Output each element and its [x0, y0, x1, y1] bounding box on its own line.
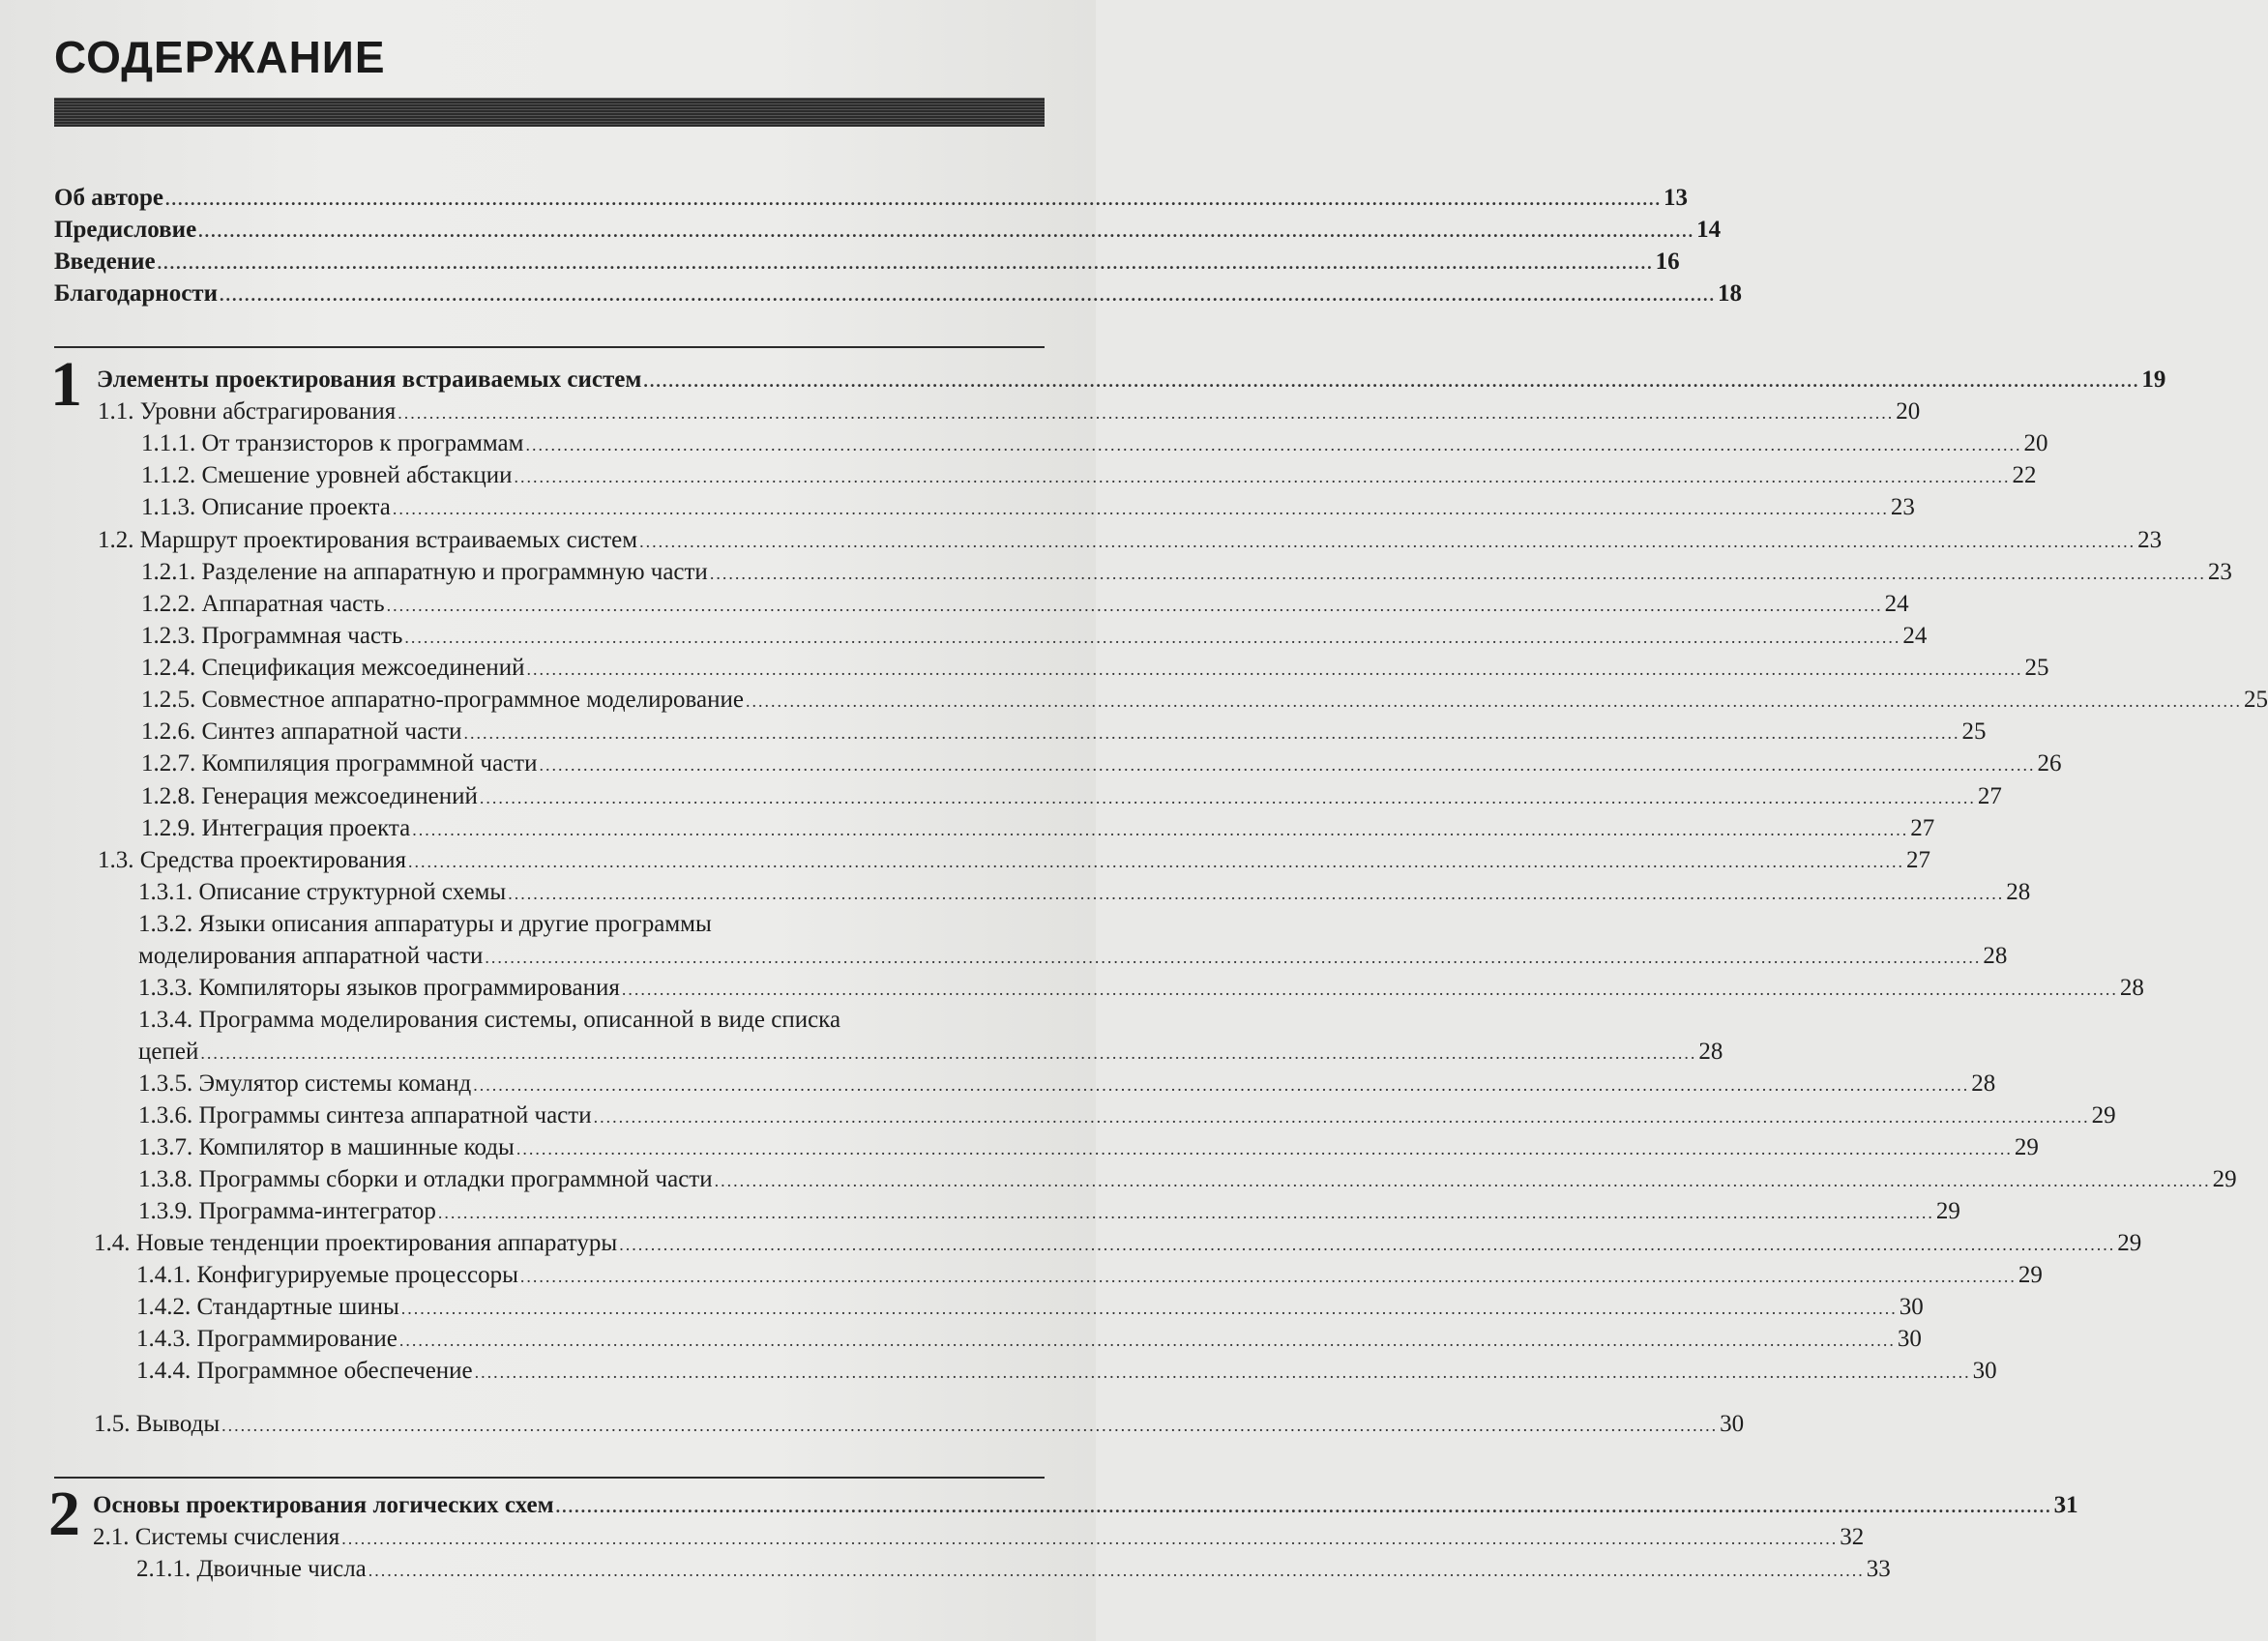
leader-dots: ..............................................................................................................................................................................................................................................: [392, 499, 1889, 518]
toc-entry-label-continued: цепей: [138, 1039, 199, 1065]
toc-entry-label: 1.3.9. Программа-интегратор: [138, 1198, 436, 1224]
toc-entry-label: Введение: [54, 249, 156, 275]
toc-entry-subsection-line1[interactable]: [138, 910, 1045, 939]
toc-entry-page: 30: [1720, 1411, 1745, 1437]
toc-entry-subsection-line2[interactable]: [138, 1038, 1723, 1068]
toc-entry-section[interactable]: [94, 1410, 1745, 1440]
leader-dots: ..............................................................................................................................................................................................................................................: [525, 435, 2022, 454]
toc-entry-label: 1.4.3. Программирование: [136, 1326, 398, 1352]
toc-entry-page: 27: [1910, 815, 1935, 841]
toc-entry-page: 25: [2243, 687, 2268, 713]
leader-dots: ..............................................................................................................................................................................................................................................: [157, 253, 1654, 273]
toc-entry-subsection[interactable]: [141, 814, 1935, 844]
leader-dots: ..............................................................................................................................................................................................................................................: [619, 1235, 2116, 1254]
toc-entry-subsection[interactable]: [138, 878, 2031, 908]
leader-dots: ..............................................................................................................................................................................................................................................: [407, 852, 1904, 871]
toc-entry-label: 1.1.2. Смешение уровней абстакции: [141, 462, 513, 488]
chapter-title-entry[interactable]: [97, 366, 2166, 396]
toc-entry-subsection[interactable]: [138, 974, 2144, 1004]
chapter-divider: [54, 1477, 1045, 1479]
toc-entry-subsection-line2[interactable]: [138, 942, 2008, 972]
leader-dots: ..............................................................................................................................................................................................................................................: [555, 1497, 2052, 1516]
toc-entry-label: 1.1.1. От транзисторов к программам: [141, 430, 524, 456]
leader-dots: ..............................................................................................................................................................................................................................................: [519, 1267, 2017, 1286]
toc-entry-label: 1.4.4. Программное обеспечение: [136, 1358, 473, 1384]
toc-entry-subsection[interactable]: [141, 782, 2002, 812]
leader-dots: ..............................................................................................................................................................................................................................................: [368, 1561, 1865, 1580]
leader-dots: ..............................................................................................................................................................................................................................................: [593, 1107, 2090, 1127]
leader-dots: ..............................................................................................................................................................................................................................................: [479, 788, 1976, 807]
toc-entry-page: 29: [2018, 1262, 2043, 1288]
leader-dots: ..............................................................................................................................................................................................................................................: [398, 1331, 1896, 1350]
toc-entry-page: 23: [2207, 559, 2232, 585]
toc-entry-page: 25: [1961, 718, 1987, 745]
toc-entry-label: Предисловие: [54, 217, 197, 243]
toc-entry-page: 16: [1655, 249, 1680, 275]
toc-entry-page: 27: [1977, 783, 2002, 809]
toc-entry-front[interactable]: [54, 279, 1742, 309]
toc-entry-page: 18: [1717, 280, 1742, 307]
leader-dots: ..............................................................................................................................................................................................................................................: [398, 403, 1895, 423]
toc-entry-label: 1.3.8. Программы сборки и отладки программной части: [138, 1166, 713, 1192]
toc-entry-label: 1.3.5. Эмулятор системы команд: [138, 1070, 472, 1097]
toc-entry-front[interactable]: [54, 216, 1722, 246]
toc-entry-page: 30: [1897, 1326, 1922, 1352]
toc-entry-page: 28: [1698, 1039, 1723, 1065]
leader-dots: ..............................................................................................................................................................................................................................................: [621, 980, 2118, 999]
toc-entry-page: 22: [2012, 462, 2037, 488]
leader-dots: ..............................................................................................................................................................................................................................................: [714, 1171, 2211, 1190]
toc-entry-subsection[interactable]: [138, 1165, 2237, 1195]
toc-entry-label: 1.2.9. Интеграция проекта: [141, 815, 411, 841]
toc-entry-label: 1.3. Средства проектирования: [98, 847, 406, 873]
toc-entry-page: 28: [2006, 879, 2031, 905]
toc-entry-subsection[interactable]: [141, 654, 2049, 684]
toc-entry-subsection[interactable]: [138, 1070, 1996, 1099]
toc-entry-page: 23: [2137, 527, 2163, 553]
toc-entry-subsection[interactable]: [141, 718, 1987, 747]
toc-entry-page: 28: [1983, 943, 2008, 969]
toc-entry-label: 1.2.1. Разделение на аппаратную и программную части: [141, 559, 708, 585]
toc-entry-page: 23: [1890, 494, 1915, 520]
toc-entry-page: 24: [1884, 591, 1909, 617]
leader-dots: ..............................................................................................................................................................................................................................................: [437, 1203, 1934, 1222]
leader-dots: ..............................................................................................................................................................................................................................................: [412, 820, 1909, 839]
leader-dots: ..............................................................................................................................................................................................................................................: [463, 723, 1960, 743]
chapter-title: Элементы проектирования встраиваемых систем: [97, 366, 642, 393]
toc-entry-subsection[interactable]: [141, 749, 2062, 779]
toc-entry-page: 20: [1896, 398, 1921, 425]
toc-entry-label: 1.4.1. Конфигурируемые процессоры: [136, 1262, 518, 1288]
toc-entry-front[interactable]: [54, 248, 1680, 278]
toc-entry-subsection[interactable]: [141, 558, 2232, 588]
toc-entry-label: 1.2.5. Совместное аппаратно-программное моделирование: [141, 687, 744, 713]
toc-entry-page: 25: [2024, 655, 2049, 681]
toc-entry-page: 29: [2091, 1102, 2116, 1128]
toc-entry-label: 2.1. Системы счисления: [93, 1524, 340, 1550]
toc-entry-page: 29: [2117, 1230, 2142, 1256]
chapter-number: 1: [50, 349, 82, 420]
toc-entry-label: 1.3.4. Программа моделирования системы, описанной в виде списка: [138, 1007, 841, 1033]
leader-dots: ..............................................................................................................................................................................................................................................: [639, 532, 2136, 551]
leader-dots: ..............................................................................................................................................................................................................................................: [200, 1043, 1697, 1063]
toc-entry-section[interactable]: [98, 846, 1930, 876]
toc-entry-label: Благодарности: [54, 280, 218, 307]
toc-entry-label: 1.2. Маршрут проектирования встраиваемых систем: [98, 527, 638, 553]
leader-dots: ..............................................................................................................................................................................................................................................: [165, 190, 1663, 209]
leader-dots: ..............................................................................................................................................................................................................................................: [400, 1299, 1898, 1318]
toc-entry-page: 31: [2053, 1492, 2078, 1518]
toc-entry-subsection[interactable]: [141, 622, 1928, 652]
toc-entry-label: 1.2.3. Программная часть: [141, 623, 403, 649]
toc-entry-page: 30: [1899, 1294, 1924, 1320]
toc-entry-page: 13: [1664, 185, 1689, 211]
title-underline-bar: [54, 98, 1045, 127]
toc-entry-label: 1.4.2. Стандартные шины: [136, 1294, 399, 1320]
chapter-title: Основы проектирования логических схем: [93, 1492, 554, 1518]
toc-entry-subsection[interactable]: [141, 429, 2048, 459]
toc-entry-subsection[interactable]: [136, 1325, 1922, 1355]
leader-dots: ..............................................................................................................................................................................................................................................: [474, 1363, 1971, 1382]
toc-entry-label: 1.1.3. Описание проекта: [141, 494, 391, 520]
chapter-number: 2: [48, 1479, 80, 1549]
leader-dots: ..............................................................................................................................................................................................................................................: [386, 596, 1883, 615]
toc-entry-subsection-line1[interactable]: [138, 1006, 1045, 1035]
toc-entry-subsection[interactable]: [141, 590, 1909, 620]
toc-entry-page: 30: [1972, 1358, 1997, 1384]
toc-entry-section[interactable]: [98, 397, 1921, 427]
chapter-title-entry[interactable]: [93, 1491, 2078, 1521]
leader-dots: ..............................................................................................................................................................................................................................................: [745, 691, 2242, 711]
toc-entry-subsection[interactable]: [138, 1197, 1960, 1227]
toc-entry-page: 19: [2141, 366, 2166, 393]
toc-entry-front[interactable]: [54, 184, 1689, 214]
toc-entry-subsection[interactable]: [136, 1293, 1924, 1323]
chapter-divider: [54, 346, 1045, 348]
leader-dots: ..............................................................................................................................................................................................................................................: [221, 1416, 1719, 1435]
leader-dots: ..............................................................................................................................................................................................................................................: [473, 1075, 1970, 1095]
toc-entry-page: 29: [2212, 1166, 2237, 1192]
leader-dots: ..............................................................................................................................................................................................................................................: [539, 755, 2036, 775]
toc-entry-label: 1.2.8. Генерация межсоединений: [141, 783, 478, 809]
toc-entry-label: 1.3.3. Компиляторы языков программирования: [138, 975, 620, 1001]
leader-dots: ..............................................................................................................................................................................................................................................: [198, 221, 1695, 241]
leader-dots: ..............................................................................................................................................................................................................................................: [526, 659, 2023, 679]
toc-entry-page: 24: [1902, 623, 1928, 649]
toc-entry-subsection[interactable]: [138, 1101, 2116, 1131]
toc-entry-page: 33: [1866, 1556, 1891, 1582]
toc-entry-label: 1.5. Выводы: [94, 1411, 221, 1437]
leader-dots: ..............................................................................................................................................................................................................................................: [643, 371, 2140, 391]
toc-entry-page: 32: [1840, 1524, 1865, 1550]
toc-entry-section[interactable]: [93, 1523, 1865, 1553]
toc-entry-page: 14: [1696, 217, 1722, 243]
leader-dots: ..............................................................................................................................................................................................................................................: [341, 1529, 1839, 1548]
toc-entry-section[interactable]: [94, 1229, 2142, 1259]
toc-entry-label: 1.4. Новые тенденции проектирования аппаратуры: [94, 1230, 618, 1256]
leader-dots: ..............................................................................................................................................................................................................................................: [219, 285, 1716, 305]
toc-entry-subsection[interactable]: [136, 1261, 2043, 1291]
leader-dots: ..............................................................................................................................................................................................................................................: [514, 467, 2011, 486]
toc-entry-label: 1.2.7. Компиляция программной части: [141, 750, 538, 777]
toc-entry-page: 28: [2119, 975, 2144, 1001]
toc-entry-page: 28: [1971, 1070, 1996, 1097]
leader-dots: ..............................................................................................................................................................................................................................................: [515, 1139, 2013, 1158]
leader-dots: ..............................................................................................................................................................................................................................................: [508, 884, 2005, 903]
leader-dots: ..............................................................................................................................................................................................................................................: [404, 628, 1901, 647]
toc-entry-label: 1.2.2. Аппаратная часть: [141, 591, 385, 617]
toc-entry-page: 20: [2023, 430, 2048, 456]
toc-entry-page: 29: [2014, 1134, 2039, 1160]
toc-entry-label: 2.1.1. Двоичные числа: [136, 1556, 367, 1582]
toc-entry-label: 1.3.1. Описание структурной схемы: [138, 879, 507, 905]
toc-entry-subsection[interactable]: [138, 1133, 2039, 1163]
toc-entry-label: 1.3.7. Компилятор в машинные коды: [138, 1134, 515, 1160]
toc-entry-label: 1.1. Уровни абстрагирования: [98, 398, 397, 425]
toc-entry-subsection[interactable]: [141, 686, 2268, 716]
toc-entry-page: 26: [2037, 750, 2062, 777]
leader-dots: ..............................................................................................................................................................................................................................................: [709, 564, 2206, 583]
toc-entry-subsection[interactable]: [136, 1555, 1891, 1585]
toc-entry-label: Об авторе: [54, 185, 164, 211]
toc-entry-section[interactable]: [98, 526, 2163, 556]
toc-entry-label: 1.3.6. Программы синтеза аппаратной части: [138, 1102, 592, 1128]
toc-entry-subsection[interactable]: [141, 493, 1915, 523]
toc-entry-label: 1.2.4. Спецификация межсоединений: [141, 655, 525, 681]
leader-dots: ..............................................................................................................................................................................................................................................: [485, 948, 1982, 967]
toc-entry-subsection[interactable]: [141, 461, 2037, 491]
toc-entry-label: 1.2.6. Синтез аппаратной части: [141, 718, 462, 745]
toc-entry-label: 1.3.2. Языки описания аппаратуры и другие программы: [138, 911, 712, 937]
toc-entry-page: 27: [1905, 847, 1930, 873]
toc-entry-subsection[interactable]: [136, 1357, 1997, 1387]
toc-entry-page: 29: [1935, 1198, 1960, 1224]
page-title: СОДЕРЖАНИЕ: [54, 32, 386, 82]
toc-entry-label-continued: моделирования аппаратной части: [138, 943, 484, 969]
